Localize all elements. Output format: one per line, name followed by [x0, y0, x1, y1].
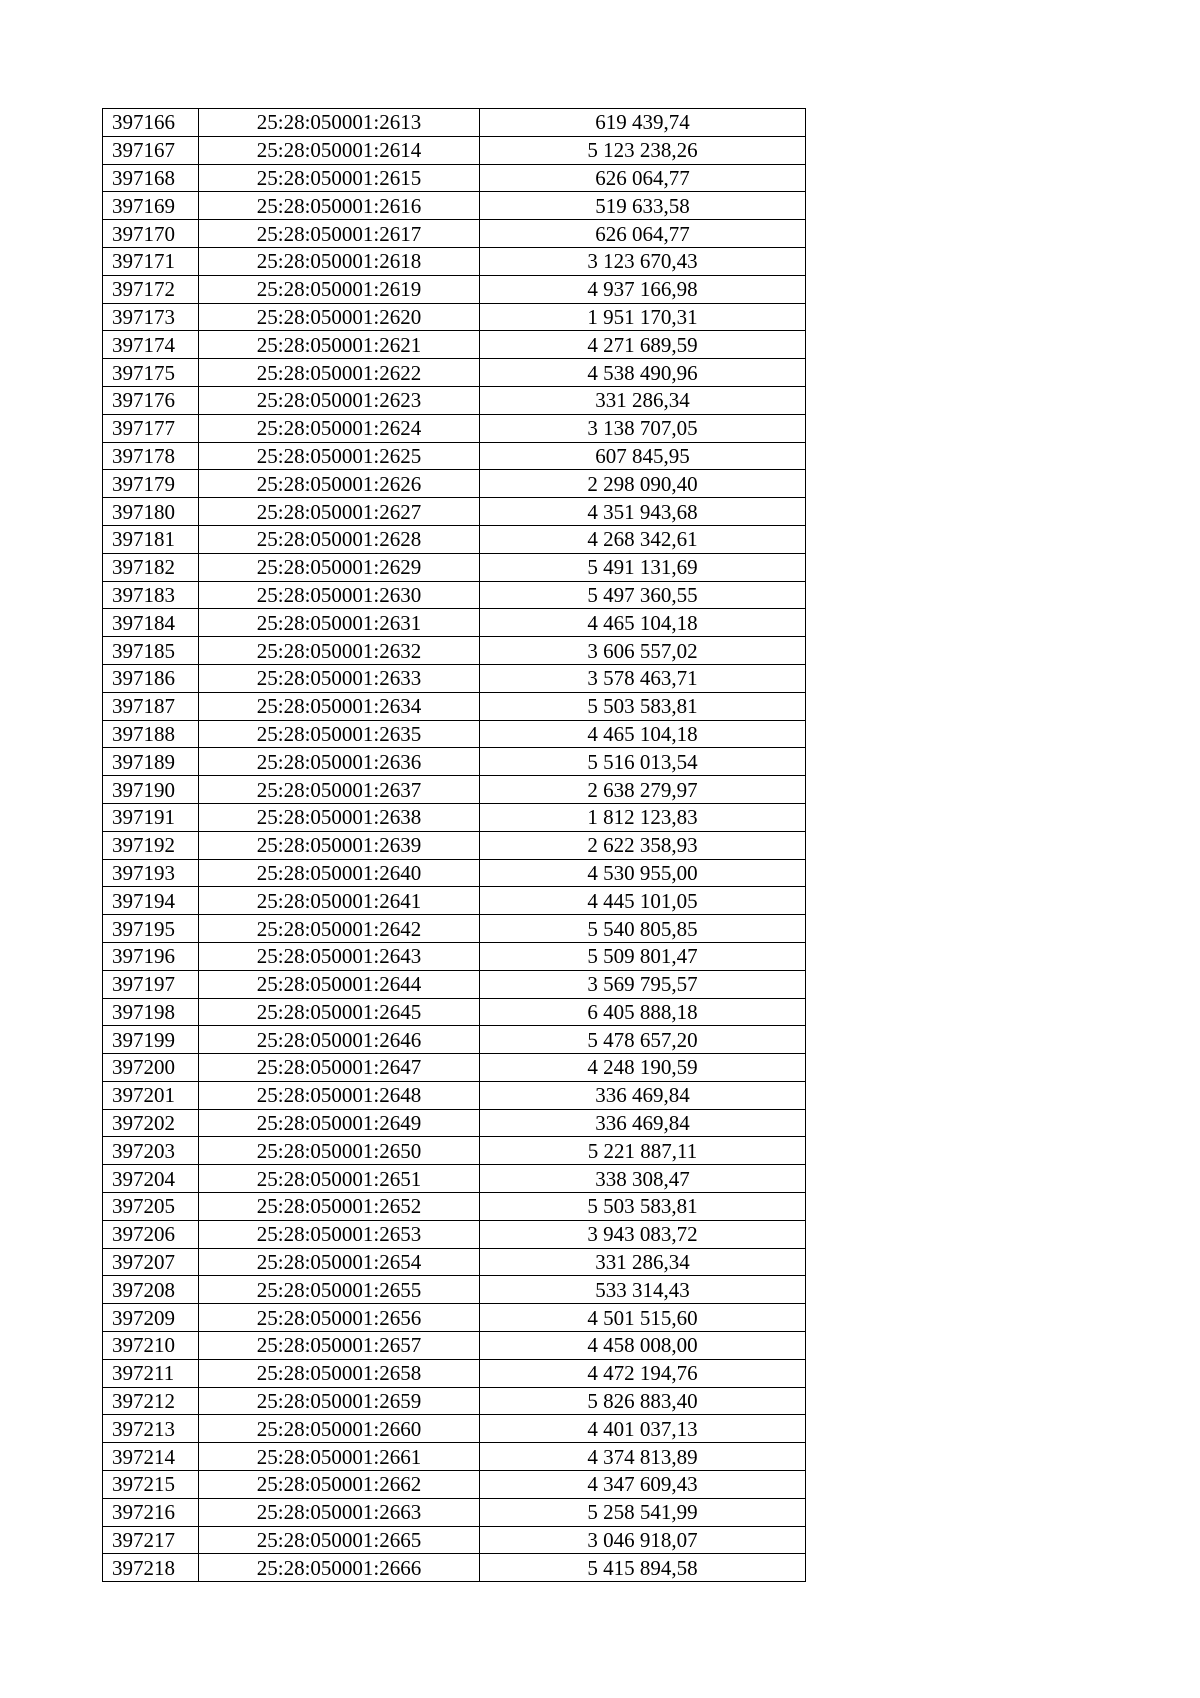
cadastral-number-cell: 25:28:050001:2636	[199, 748, 480, 776]
table-row	[103, 748, 806, 776]
table-row	[103, 1332, 806, 1360]
cadastral-number-cell: 25:28:050001:2648	[199, 1081, 480, 1109]
record-number-cell: 397187	[103, 692, 199, 720]
cadastral-value-cell: 3 138 707,05	[480, 414, 806, 442]
record-number-cell: 397176	[103, 386, 199, 414]
record-number-cell: 397175	[103, 359, 199, 387]
table-row	[103, 275, 806, 303]
table-row	[103, 1026, 806, 1054]
table-row	[103, 1443, 806, 1471]
cadastral-value-cell: 619 439,74	[480, 109, 806, 137]
table-row	[103, 247, 806, 275]
record-number-cell: 397190	[103, 776, 199, 804]
cadastral-number-cell: 25:28:050001:2645	[199, 998, 480, 1026]
cadastral-value-cell: 626 064,77	[480, 164, 806, 192]
cadastral-value-cell: 338 308,47	[480, 1165, 806, 1193]
cadastral-value-cell: 519 633,58	[480, 192, 806, 220]
cadastral-value-cell: 331 286,34	[480, 1248, 806, 1276]
cadastral-number-cell: 25:28:050001:2644	[199, 970, 480, 998]
record-number-cell: 397210	[103, 1332, 199, 1360]
table-row	[103, 1387, 806, 1415]
cadastral-value-cell: 533 314,43	[480, 1276, 806, 1304]
table-row	[103, 609, 806, 637]
record-number-cell: 397169	[103, 192, 199, 220]
cadastral-value-cell: 5 826 883,40	[480, 1387, 806, 1415]
record-number-cell: 397167	[103, 136, 199, 164]
cadastral-value-cell: 4 401 037,13	[480, 1415, 806, 1443]
record-number-cell: 397185	[103, 637, 199, 665]
cadastral-value-cell: 5 540 805,85	[480, 915, 806, 943]
cadastral-number-cell: 25:28:050001:2628	[199, 525, 480, 553]
cadastral-value-cell: 4 351 943,68	[480, 498, 806, 526]
cadastral-number-cell: 25:28:050001:2635	[199, 720, 480, 748]
table-row	[103, 109, 806, 137]
record-number-cell: 397202	[103, 1109, 199, 1137]
table-row	[103, 1248, 806, 1276]
cadastral-number-cell: 25:28:050001:2630	[199, 581, 480, 609]
record-number-cell: 397171	[103, 247, 199, 275]
cadastral-number-cell: 25:28:050001:2661	[199, 1443, 480, 1471]
cadastral-number-cell: 25:28:050001:2620	[199, 303, 480, 331]
cadastral-value-cell: 3 578 463,71	[480, 664, 806, 692]
table-row	[103, 331, 806, 359]
record-number-cell: 397217	[103, 1526, 199, 1554]
cadastral-number-cell: 25:28:050001:2632	[199, 637, 480, 665]
cadastral-number-cell: 25:28:050001:2627	[199, 498, 480, 526]
cadastral-number-cell: 25:28:050001:2640	[199, 859, 480, 887]
cadastral-value-cell: 4 347 609,43	[480, 1471, 806, 1499]
cadastral-number-cell: 25:28:050001:2659	[199, 1387, 480, 1415]
record-number-cell: 397166	[103, 109, 199, 137]
cadastral-number-cell: 25:28:050001:2614	[199, 136, 480, 164]
record-number-cell: 397218	[103, 1554, 199, 1582]
record-number-cell: 397177	[103, 414, 199, 442]
record-number-cell: 397181	[103, 525, 199, 553]
record-number-cell: 397180	[103, 498, 199, 526]
record-number-cell: 397216	[103, 1498, 199, 1526]
record-number-cell: 397189	[103, 748, 199, 776]
table-row	[103, 637, 806, 665]
table-row	[103, 525, 806, 553]
table-row	[103, 1415, 806, 1443]
table-row	[103, 1276, 806, 1304]
cadastral-value-cell: 3 606 557,02	[480, 637, 806, 665]
record-number-cell: 397212	[103, 1387, 199, 1415]
cadastral-number-cell: 25:28:050001:2643	[199, 942, 480, 970]
records-table	[102, 108, 806, 1582]
table-row	[103, 831, 806, 859]
table-row	[103, 553, 806, 581]
cadastral-number-cell: 25:28:050001:2654	[199, 1248, 480, 1276]
record-number-cell: 397183	[103, 581, 199, 609]
record-number-cell: 397208	[103, 1276, 199, 1304]
cadastral-number-cell: 25:28:050001:2639	[199, 831, 480, 859]
cadastral-number-cell: 25:28:050001:2624	[199, 414, 480, 442]
record-number-cell: 397178	[103, 442, 199, 470]
table-row	[103, 414, 806, 442]
table-row	[103, 1165, 806, 1193]
cadastral-value-cell: 4 268 342,61	[480, 525, 806, 553]
table-row	[103, 720, 806, 748]
cadastral-number-cell: 25:28:050001:2653	[199, 1220, 480, 1248]
table-row	[103, 1526, 806, 1554]
record-number-cell: 397206	[103, 1220, 199, 1248]
table-row	[103, 887, 806, 915]
table-row	[103, 1193, 806, 1221]
table-row	[103, 1081, 806, 1109]
cadastral-value-cell: 4 937 166,98	[480, 275, 806, 303]
cadastral-value-cell: 2 638 279,97	[480, 776, 806, 804]
cadastral-number-cell: 25:28:050001:2657	[199, 1332, 480, 1360]
cadastral-value-cell: 4 271 689,59	[480, 331, 806, 359]
cadastral-value-cell: 4 501 515,60	[480, 1304, 806, 1332]
records-table-body	[103, 109, 806, 1582]
cadastral-value-cell: 5 491 131,69	[480, 553, 806, 581]
record-number-cell: 397203	[103, 1137, 199, 1165]
cadastral-number-cell: 25:28:050001:2618	[199, 247, 480, 275]
cadastral-number-cell: 25:28:050001:2613	[199, 109, 480, 137]
record-number-cell: 397213	[103, 1415, 199, 1443]
record-number-cell: 397184	[103, 609, 199, 637]
table-row	[103, 1554, 806, 1582]
cadastral-number-cell: 25:28:050001:2637	[199, 776, 480, 804]
table-row	[103, 498, 806, 526]
cadastral-value-cell: 3 569 795,57	[480, 970, 806, 998]
record-number-cell: 397179	[103, 470, 199, 498]
record-number-cell: 397207	[103, 1248, 199, 1276]
cadastral-number-cell: 25:28:050001:2642	[199, 915, 480, 943]
record-number-cell: 397195	[103, 915, 199, 943]
cadastral-value-cell: 3 943 083,72	[480, 1220, 806, 1248]
record-number-cell: 397209	[103, 1304, 199, 1332]
cadastral-value-cell: 5 503 583,81	[480, 692, 806, 720]
cadastral-value-cell: 5 509 801,47	[480, 942, 806, 970]
record-number-cell: 397173	[103, 303, 199, 331]
cadastral-value-cell: 1 951 170,31	[480, 303, 806, 331]
table-row	[103, 1109, 806, 1137]
cadastral-number-cell: 25:28:050001:2666	[199, 1554, 480, 1582]
record-number-cell: 397172	[103, 275, 199, 303]
cadastral-number-cell: 25:28:050001:2615	[199, 164, 480, 192]
cadastral-value-cell: 4 472 194,76	[480, 1359, 806, 1387]
table-row	[103, 1498, 806, 1526]
cadastral-value-cell: 5 497 360,55	[480, 581, 806, 609]
cadastral-value-cell: 5 258 541,99	[480, 1498, 806, 1526]
table-row	[103, 859, 806, 887]
cadastral-value-cell: 331 286,34	[480, 386, 806, 414]
record-number-cell: 397205	[103, 1193, 199, 1221]
record-number-cell: 397182	[103, 553, 199, 581]
cadastral-value-cell: 5 415 894,58	[480, 1554, 806, 1582]
record-number-cell: 397196	[103, 942, 199, 970]
cadastral-value-cell: 5 123 238,26	[480, 136, 806, 164]
cadastral-value-cell: 5 503 583,81	[480, 1193, 806, 1221]
cadastral-value-cell: 2 298 090,40	[480, 470, 806, 498]
table-row	[103, 1220, 806, 1248]
table-row	[103, 776, 806, 804]
record-number-cell: 397174	[103, 331, 199, 359]
cadastral-number-cell: 25:28:050001:2621	[199, 331, 480, 359]
table-row	[103, 998, 806, 1026]
cadastral-number-cell: 25:28:050001:2623	[199, 386, 480, 414]
cadastral-number-cell: 25:28:050001:2625	[199, 442, 480, 470]
cadastral-value-cell: 607 845,95	[480, 442, 806, 470]
record-number-cell: 397194	[103, 887, 199, 915]
record-number-cell: 397211	[103, 1359, 199, 1387]
cadastral-number-cell: 25:28:050001:2662	[199, 1471, 480, 1499]
cadastral-number-cell: 25:28:050001:2633	[199, 664, 480, 692]
table-row	[103, 1304, 806, 1332]
table-row	[103, 220, 806, 248]
cadastral-number-cell: 25:28:050001:2650	[199, 1137, 480, 1165]
cadastral-number-cell: 25:28:050001:2651	[199, 1165, 480, 1193]
cadastral-value-cell: 4 458 008,00	[480, 1332, 806, 1360]
table-row	[103, 386, 806, 414]
table-row	[103, 442, 806, 470]
cadastral-number-cell: 25:28:050001:2634	[199, 692, 480, 720]
cadastral-value-cell: 4 465 104,18	[480, 720, 806, 748]
cadastral-number-cell: 25:28:050001:2616	[199, 192, 480, 220]
record-number-cell: 397204	[103, 1165, 199, 1193]
record-number-cell: 397193	[103, 859, 199, 887]
table-row	[103, 136, 806, 164]
cadastral-number-cell: 25:28:050001:2665	[199, 1526, 480, 1554]
cadastral-number-cell: 25:28:050001:2629	[199, 553, 480, 581]
cadastral-number-cell: 25:28:050001:2663	[199, 1498, 480, 1526]
record-number-cell: 397215	[103, 1471, 199, 1499]
cadastral-value-cell: 3 046 918,07	[480, 1526, 806, 1554]
cadastral-value-cell: 5 221 887,11	[480, 1137, 806, 1165]
cadastral-value-cell: 4 465 104,18	[480, 609, 806, 637]
cadastral-number-cell: 25:28:050001:2656	[199, 1304, 480, 1332]
cadastral-value-cell: 4 530 955,00	[480, 859, 806, 887]
cadastral-number-cell: 25:28:050001:2649	[199, 1109, 480, 1137]
table-row	[103, 470, 806, 498]
table-row	[103, 1054, 806, 1082]
cadastral-value-cell: 3 123 670,43	[480, 247, 806, 275]
table-row	[103, 359, 806, 387]
record-number-cell: 397214	[103, 1443, 199, 1471]
record-number-cell: 397192	[103, 831, 199, 859]
cadastral-number-cell: 25:28:050001:2641	[199, 887, 480, 915]
table-row	[103, 915, 806, 943]
table-row	[103, 192, 806, 220]
table-row	[103, 664, 806, 692]
cadastral-number-cell: 25:28:050001:2622	[199, 359, 480, 387]
table-row	[103, 1471, 806, 1499]
table-row	[103, 692, 806, 720]
record-number-cell: 397197	[103, 970, 199, 998]
cadastral-number-cell: 25:28:050001:2617	[199, 220, 480, 248]
record-number-cell: 397199	[103, 1026, 199, 1054]
table-row	[103, 970, 806, 998]
table-row	[103, 1137, 806, 1165]
cadastral-value-cell: 336 469,84	[480, 1109, 806, 1137]
table-row	[103, 1359, 806, 1387]
table-row	[103, 164, 806, 192]
cadastral-number-cell: 25:28:050001:2626	[199, 470, 480, 498]
record-number-cell: 397200	[103, 1054, 199, 1082]
record-number-cell: 397201	[103, 1081, 199, 1109]
cadastral-value-cell: 4 374 813,89	[480, 1443, 806, 1471]
cadastral-value-cell: 4 538 490,96	[480, 359, 806, 387]
cadastral-value-cell: 1 812 123,83	[480, 803, 806, 831]
cadastral-value-cell: 5 516 013,54	[480, 748, 806, 776]
cadastral-number-cell: 25:28:050001:2658	[199, 1359, 480, 1387]
record-number-cell: 397168	[103, 164, 199, 192]
cadastral-value-cell: 4 248 190,59	[480, 1054, 806, 1082]
cadastral-value-cell: 336 469,84	[480, 1081, 806, 1109]
cadastral-value-cell: 4 445 101,05	[480, 887, 806, 915]
cadastral-number-cell: 25:28:050001:2660	[199, 1415, 480, 1443]
record-number-cell: 397170	[103, 220, 199, 248]
record-number-cell: 397191	[103, 803, 199, 831]
table-row	[103, 803, 806, 831]
table-row	[103, 303, 806, 331]
cadastral-value-cell: 626 064,77	[480, 220, 806, 248]
record-number-cell: 397188	[103, 720, 199, 748]
cadastral-number-cell: 25:28:050001:2631	[199, 609, 480, 637]
cadastral-number-cell: 25:28:050001:2619	[199, 275, 480, 303]
cadastral-number-cell: 25:28:050001:2647	[199, 1054, 480, 1082]
cadastral-value-cell: 6 405 888,18	[480, 998, 806, 1026]
cadastral-number-cell: 25:28:050001:2646	[199, 1026, 480, 1054]
table-row	[103, 581, 806, 609]
record-number-cell: 397186	[103, 664, 199, 692]
cadastral-number-cell: 25:28:050001:2655	[199, 1276, 480, 1304]
cadastral-value-cell: 2 622 358,93	[480, 831, 806, 859]
cadastral-number-cell: 25:28:050001:2652	[199, 1193, 480, 1221]
record-number-cell: 397198	[103, 998, 199, 1026]
cadastral-number-cell: 25:28:050001:2638	[199, 803, 480, 831]
cadastral-value-cell: 5 478 657,20	[480, 1026, 806, 1054]
table-row	[103, 942, 806, 970]
